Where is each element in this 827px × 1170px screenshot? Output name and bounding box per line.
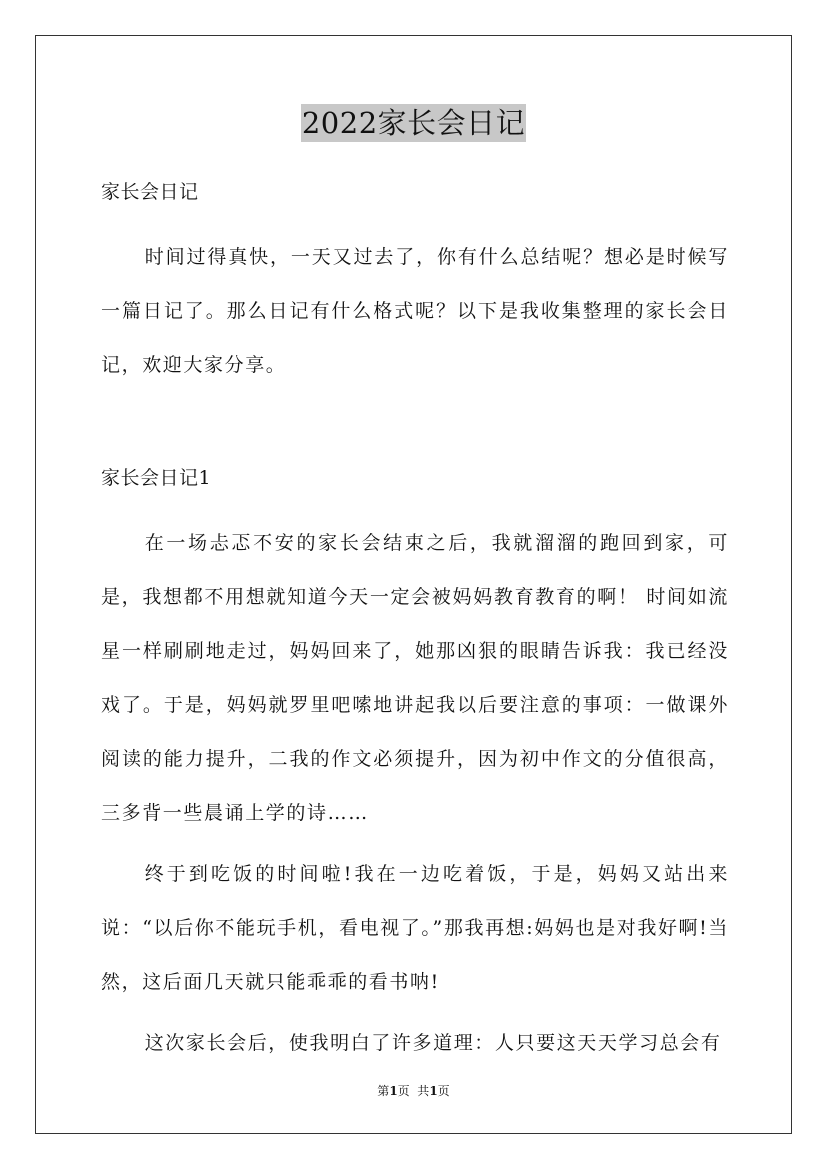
footer-mid: 页 共: [397, 1084, 430, 1098]
intro-heading: 家长会日记: [101, 181, 199, 203]
footer-suffix: 页: [437, 1084, 450, 1098]
footer-prefix: 第: [377, 1084, 390, 1098]
document-body: [101, 176, 729, 1070]
section1-paragraph-1: 在一场忐忑不安的家长会结束之后，我就溜溜的跑回到家，可是，我想都不用想就知道今天一定会被妈妈教育教育的啊！ 时间如流星一样刷刷地走过，妈妈回来了，她那凶狠的眼睛告诉我：我已经没戏了。于是，妈妈就罗里吧嗦地讲起我以后要注意的事项：一做课外阅读的能力提升，二我的作文必须提升，因为初中作文的分值很高，三多背一些晨诵上学的诗……: [101, 532, 729, 824]
document-title: 2022家长会日记: [301, 106, 526, 140]
section1-heading: 家长会日记1: [101, 467, 212, 489]
section1-paragraph-2: 终于到吃饭的时间啦!我在一边吃着饭，于是，妈妈又站出来说：“以后你不能玩手机，看电视了。”那我再想:妈妈也是对我好啊!当然，这后面几天就只能乖乖的看书呐!: [101, 863, 729, 993]
footer-page-number: 1: [389, 1084, 398, 1098]
page-footer: [0, 1082, 827, 1100]
footer-page-total: 1: [429, 1084, 438, 1098]
section1-paragraph-3: 这次家长会后，使我明白了许多道理：人只要这天天学习总会有: [144, 1032, 722, 1054]
intro-paragraph: 时间过得真快，一天又过去了，你有什么总结呢？想必是时候写一篇日记了。那么日记有什么格式呢？以下是我收集整理的家长会日记，欢迎大家分享。: [101, 246, 729, 376]
title-wrap: [0, 104, 827, 142]
